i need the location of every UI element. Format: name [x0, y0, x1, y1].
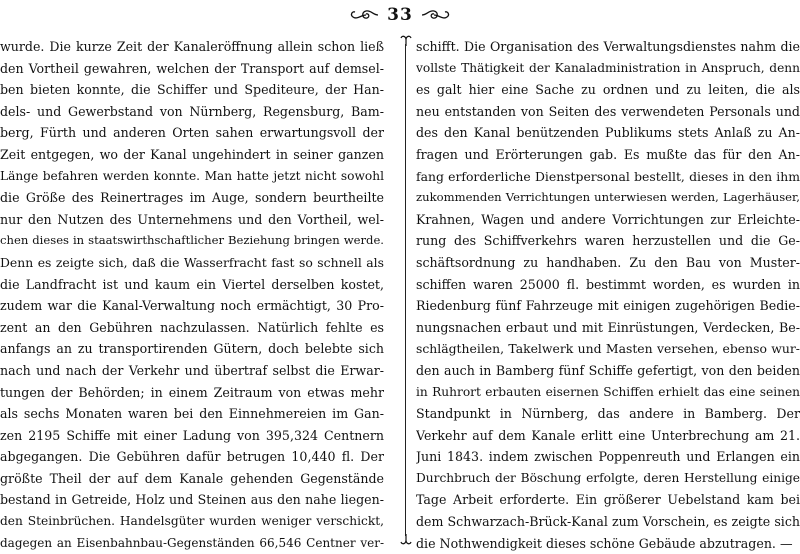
text-line: Durchbruch der Böschung erfolgte, deren Herstellung einige — [416, 470, 800, 485]
text-line: neu entstanden von Seiten des verwendeten Personals und — [416, 103, 800, 119]
text-line: es galt hier eine Sache zu ordnen und zu leiten, die als — [416, 82, 800, 98]
text-line: schäftsordnung zu handhaben. Zu den Bau von Muster- — [416, 254, 800, 270]
text-line: fang erforderliche Dienstpersonal bestellt, dieses in den ihm — [416, 168, 800, 184]
text-line: Juni 1843. indem zwischen Poppenreuth und Erlangen ein — [416, 449, 800, 465]
text-line: zudem war die Kanal-Verwaltung noch ermächtigt, 30 Pro- — [0, 298, 384, 314]
text-line: Standpunkt in Nürnberg, das andere in Bamberg. Der — [416, 406, 800, 422]
text-line: Riedenburg fünf Fahrzeuge mit einigen zugehörigen Bedie- — [416, 298, 800, 314]
text-line: die Landfracht ist und kaum ein Viertel derselben kostet, — [0, 276, 384, 292]
text-line: zen 2195 Schiffe mit einer Ladung von 395,324 Centnern — [0, 427, 384, 443]
text-line: Denn es zeigte sich, daß die Wasserfracht fast so schnell als — [0, 254, 384, 270]
text-line: schifft. Die Organisation des Verwaltungsdienstes nahm die — [416, 39, 800, 54]
text-line: bestand in Getreide, Holz und Steinen aus den nahe liegen- — [0, 492, 384, 508]
text-line: dels- und Gewerbstand von Nürnberg, Regensburg, Bam- — [0, 103, 384, 119]
text-line: ben bieten konnte, die Schiffer und Spediteure, der Han- — [0, 82, 384, 98]
text-line: Zeit entgegen, wo der Kanal ungehindert in seiner ganzen — [0, 146, 384, 162]
text-line: berg, Fürth und anderen Orten sahen erwartungsvoll der — [0, 125, 384, 141]
page-number: 33 — [387, 5, 413, 25]
text-line: des den Kanal benützenden Publikums stets Anlaß zu An- — [416, 125, 800, 141]
divider-bottom-ornament-icon — [399, 534, 413, 546]
text-line: zent an den Gebühren nachzulassen. Natürlich fehlte es — [0, 319, 384, 335]
text-line: größte Theil der auf dem Kanale gehenden Gegenstände — [0, 470, 384, 486]
text-line: den auch in Bamberg fünf Schiffe gefertigt, von den beiden — [416, 362, 800, 378]
text-line: als sechs Monaten waren bei den Einnehmereien im Gan- — [0, 406, 384, 422]
text-line: Verkehr auf dem Kanale erlitt eine Unterbrechung am 21. — [416, 427, 800, 443]
text-line: nungsnachen erbaut und mit Einrüstungen, Verdecken, Be- — [416, 319, 800, 335]
text-line: Krahnen, Wagen und andere Vorrichtungen zur Erleichte- — [416, 211, 800, 227]
text-line: wurde. Die kurze Zeit der Kanaleröffnung allein schon ließ — [0, 39, 384, 54]
text-line: die Nothwendigkeit dieses schöne Gebäude abzutragen. — — [416, 535, 793, 551]
text-line: tungen der Behörden; in einem Zeitraum von etwas mehr — [0, 384, 384, 400]
text-line: abgegangen. Die Gebühren dafür betrugen 10,440 fl. Der — [0, 449, 384, 465]
text-line: dem Schwarzach-Brück-Kanal zum Vorschein, es zeigte sich — [416, 514, 800, 530]
text-line: fragen und Erörterungen gab. Es mußte das für den An- — [416, 146, 800, 162]
left-text-column — [0, 36, 384, 554]
text-line: vollste Thätigkeit der Kanaladministration in Anspruch, denn — [416, 60, 800, 75]
column-divider — [399, 34, 413, 546]
text-line: chen dieses in staatswirthschaftlicher Beziehung bringen werde. — [0, 233, 384, 248]
text-line: nach und nach der Verkehr und übertraf selbst die Erwar- — [0, 362, 384, 378]
text-line: nur den Nutzen des Unternehmens und den Vortheil, wel- — [0, 211, 384, 227]
text-line: in Ruhrort erbauten eisernen Schiffen erhielt das eine seinen — [416, 384, 800, 399]
text-line: rung des Schiffverkehrs waren herzustellen und die Ge- — [416, 233, 800, 249]
text-line: schiffen waren 25000 fl. bestimmt worden, es wurden in — [416, 276, 800, 292]
right-ornament-icon — [421, 8, 451, 22]
left-ornament-icon — [349, 8, 379, 22]
text-line: anfangs an zu transportirenden Gütern, doch belebte sich — [0, 341, 384, 357]
page-header — [0, 2, 800, 28]
text-line: zukommenden Verrichtungen unterwiesen werden, Lagerhäuser, — [416, 190, 800, 205]
text-line: den Vortheil gewahren, welchen der Transport auf demsel- — [0, 60, 384, 76]
text-line: den Steinbrüchen. Handelsgüter wurden weniger verschickt, — [0, 514, 384, 529]
text-line: dagegen an Eisenbahnbau-Gegenständen 66,546 Centner ver- — [0, 535, 384, 550]
right-text-column — [416, 36, 800, 554]
divider-rule — [405, 44, 406, 536]
text-line: die Größe des Reinertrages im Auge, sondern beurtheilte — [0, 190, 384, 206]
text-line: schlägtheilen, Takelwerk und Masten versehen, ebenso wur- — [416, 341, 800, 357]
text-line: Länge befahren werden konnte. Man hatte jetzt nicht sowohl — [0, 168, 384, 183]
text-line: Tage Arbeit erforderte. Ein größerer Uebelstand kam bei — [416, 492, 800, 508]
